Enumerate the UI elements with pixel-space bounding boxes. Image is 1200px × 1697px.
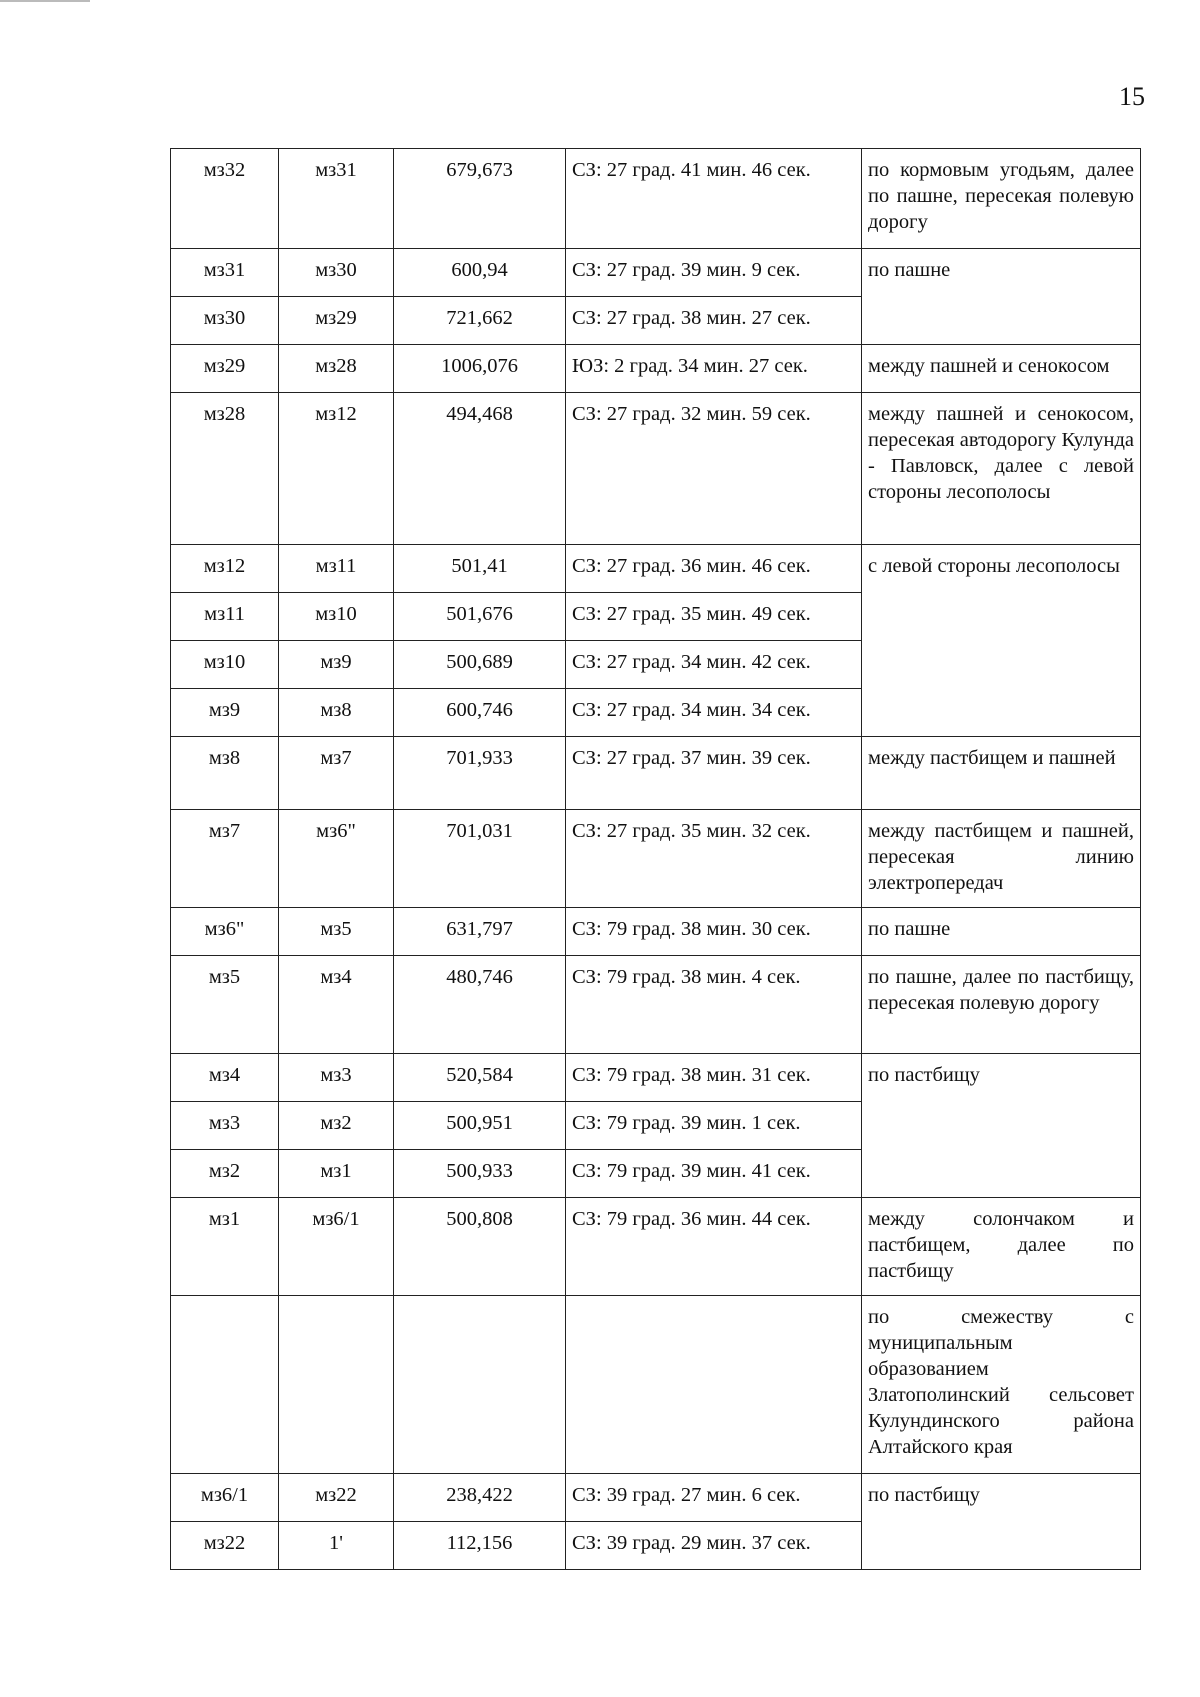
to-point-cell: мз11 <box>279 545 394 593</box>
distance-cell: 500,933 <box>394 1150 566 1198</box>
distance-cell: 501,41 <box>394 545 566 593</box>
to-point-cell: мз3 <box>279 1054 394 1102</box>
distance-cell: 500,808 <box>394 1198 566 1296</box>
distance-cell: 679,673 <box>394 149 566 249</box>
to-point-cell: мз2 <box>279 1102 394 1150</box>
from-point-cell: мз7 <box>171 810 279 908</box>
description-cell: по пашне, далее по пастбищу, пересекая полевую дорогу <box>862 956 1141 1054</box>
description-cell: между солончаком и пастбищем, далее по пастбищу <box>862 1198 1141 1296</box>
direction-cell: СЗ: 27 град. 41 мин. 46 сек. <box>566 149 862 249</box>
table-row <box>171 345 1141 393</box>
from-point-cell: мз1 <box>171 1198 279 1296</box>
to-point-cell: мз4 <box>279 956 394 1054</box>
to-point-cell: 1' <box>279 1522 394 1570</box>
table-row <box>171 393 1141 545</box>
from-point-cell: мз22 <box>171 1522 279 1570</box>
description-cell: между пашней и сенокосом <box>862 345 1141 393</box>
direction-cell: СЗ: 27 град. 34 мин. 34 сек. <box>566 689 862 737</box>
description-cell: по пашне <box>862 249 1141 345</box>
direction-cell: СЗ: 27 град. 32 мин. 59 сек. <box>566 393 862 545</box>
to-point-cell: мз7 <box>279 737 394 810</box>
to-point-cell: мз5 <box>279 908 394 956</box>
distance-cell <box>394 1296 566 1474</box>
direction-cell: СЗ: 79 град. 36 мин. 44 сек. <box>566 1198 862 1296</box>
table-row <box>171 1198 1141 1296</box>
table-row <box>171 810 1141 908</box>
to-point-cell: мз6" <box>279 810 394 908</box>
direction-cell: СЗ: 27 град. 37 мин. 39 сек. <box>566 737 862 810</box>
table-row <box>171 249 1141 297</box>
description-cell: по пастбищу <box>862 1474 1141 1570</box>
distance-cell: 721,662 <box>394 297 566 345</box>
distance-cell: 701,933 <box>394 737 566 810</box>
from-point-cell: мз2 <box>171 1150 279 1198</box>
description-cell: по пастбищу <box>862 1054 1141 1198</box>
direction-cell: СЗ: 27 град. 34 мин. 42 сек. <box>566 641 862 689</box>
distance-cell: 1006,076 <box>394 345 566 393</box>
direction-cell: СЗ: 79 град. 38 мин. 4 сек. <box>566 956 862 1054</box>
distance-cell: 112,156 <box>394 1522 566 1570</box>
to-point-cell: мз9 <box>279 641 394 689</box>
to-point-cell: мз1 <box>279 1150 394 1198</box>
from-point-cell: мз12 <box>171 545 279 593</box>
to-point-cell: мз30 <box>279 249 394 297</box>
from-point-cell <box>171 1296 279 1474</box>
boundary-table-body <box>171 149 1141 1570</box>
to-point-cell: мз29 <box>279 297 394 345</box>
from-point-cell: мз6/1 <box>171 1474 279 1522</box>
direction-cell: СЗ: 39 град. 27 мин. 6 сек. <box>566 1474 862 1522</box>
from-point-cell: мз10 <box>171 641 279 689</box>
distance-cell: 501,676 <box>394 593 566 641</box>
table-row <box>171 737 1141 810</box>
from-point-cell: мз29 <box>171 345 279 393</box>
description-cell: по кормовым угодьям, далее по пашне, пересекая полевую дорогу <box>862 149 1141 249</box>
table-row <box>171 545 1141 593</box>
table-row <box>171 1296 1141 1474</box>
direction-cell: СЗ: 27 град. 39 мин. 9 сек. <box>566 249 862 297</box>
direction-cell: СЗ: 79 град. 38 мин. 31 сек. <box>566 1054 862 1102</box>
description-cell: по смежеству с муниципальным образованием Златополинский сельсовет Кулундинского района Алтайского края <box>862 1296 1141 1474</box>
description-cell: между пастбищем и пашней <box>862 737 1141 810</box>
direction-cell: СЗ: 79 град. 38 мин. 30 сек. <box>566 908 862 956</box>
from-point-cell: мз3 <box>171 1102 279 1150</box>
from-point-cell: мз6" <box>171 908 279 956</box>
from-point-cell: мз4 <box>171 1054 279 1102</box>
description-cell: между пастбищем и пашней, пересекая линию электропередач <box>862 810 1141 908</box>
boundary-table <box>170 148 1141 1570</box>
distance-cell: 238,422 <box>394 1474 566 1522</box>
distance-cell: 500,951 <box>394 1102 566 1150</box>
distance-cell: 480,746 <box>394 956 566 1054</box>
from-point-cell: мз5 <box>171 956 279 1054</box>
direction-cell: СЗ: 27 град. 35 мин. 32 сек. <box>566 810 862 908</box>
distance-cell: 631,797 <box>394 908 566 956</box>
description-cell: между пашней и сенокосом, пересекая автодорогу Кулунда - Павловск, далее с левой стороны лесополосы <box>862 393 1141 545</box>
from-point-cell: мз32 <box>171 149 279 249</box>
table-row <box>171 1474 1141 1522</box>
to-point-cell: мз10 <box>279 593 394 641</box>
from-point-cell: мз9 <box>171 689 279 737</box>
to-point-cell: мз6/1 <box>279 1198 394 1296</box>
from-point-cell: мз11 <box>171 593 279 641</box>
table-row <box>171 956 1141 1054</box>
description-cell: с левой стороны лесополосы <box>862 545 1141 737</box>
table-row <box>171 1054 1141 1102</box>
direction-cell: СЗ: 27 град. 36 мин. 46 сек. <box>566 545 862 593</box>
page-number: 15 <box>1119 82 1145 111</box>
to-point-cell: мз31 <box>279 149 394 249</box>
from-point-cell: мз31 <box>171 249 279 297</box>
to-point-cell: мз22 <box>279 1474 394 1522</box>
direction-cell: СЗ: 27 град. 35 мин. 49 сек. <box>566 593 862 641</box>
table-row <box>171 908 1141 956</box>
to-point-cell: мз12 <box>279 393 394 545</box>
to-point-cell <box>279 1296 394 1474</box>
from-point-cell: мз28 <box>171 393 279 545</box>
direction-cell <box>566 1296 862 1474</box>
distance-cell: 520,584 <box>394 1054 566 1102</box>
distance-cell: 500,689 <box>394 641 566 689</box>
direction-cell: СЗ: 27 град. 38 мин. 27 сек. <box>566 297 862 345</box>
to-point-cell: мз8 <box>279 689 394 737</box>
direction-cell: ЮЗ: 2 град. 34 мин. 27 сек. <box>566 345 862 393</box>
table-row <box>171 149 1141 249</box>
distance-cell: 701,031 <box>394 810 566 908</box>
description-cell: по пашне <box>862 908 1141 956</box>
distance-cell: 600,94 <box>394 249 566 297</box>
direction-cell: СЗ: 79 град. 39 мин. 41 сек. <box>566 1150 862 1198</box>
from-point-cell: мз30 <box>171 297 279 345</box>
distance-cell: 494,468 <box>394 393 566 545</box>
scan-edge-mark <box>0 0 90 2</box>
to-point-cell: мз28 <box>279 345 394 393</box>
direction-cell: СЗ: 39 град. 29 мин. 37 сек. <box>566 1522 862 1570</box>
distance-cell: 600,746 <box>394 689 566 737</box>
direction-cell: СЗ: 79 град. 39 мин. 1 сек. <box>566 1102 862 1150</box>
from-point-cell: мз8 <box>171 737 279 810</box>
